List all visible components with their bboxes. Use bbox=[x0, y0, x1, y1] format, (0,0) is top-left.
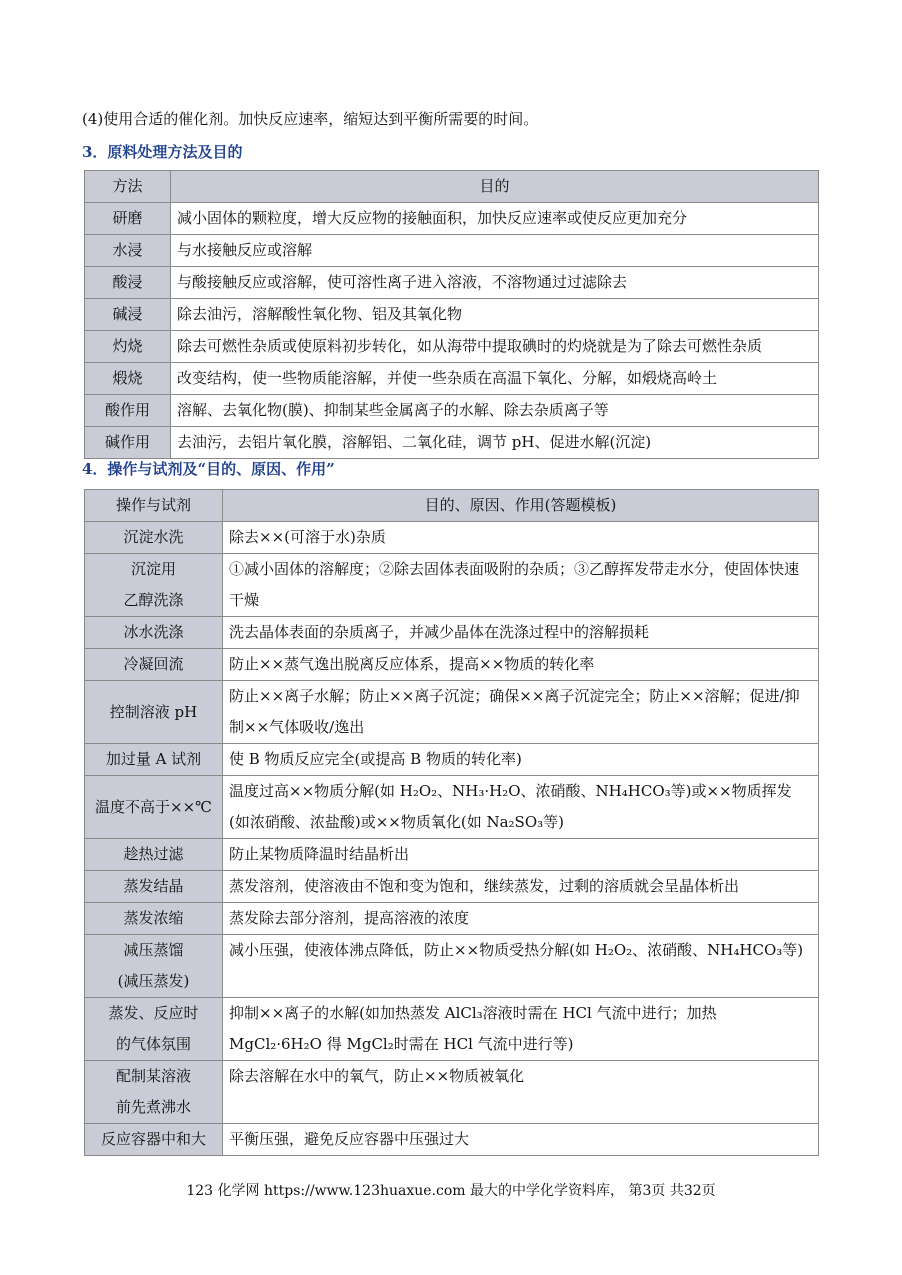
operation-cell bbox=[85, 1061, 223, 1124]
operation-cell bbox=[85, 744, 223, 776]
operation-cell bbox=[85, 871, 223, 903]
intro-line: (4)使用合适的催化剂。加快反应速率，缩短达到平衡所需要的时间。 bbox=[82, 110, 539, 128]
operation-label-line: 前先煮沸水 bbox=[115, 1098, 191, 1116]
method-cell: 煅烧 bbox=[85, 363, 171, 395]
reason-cell: 使 B 物质反应完全(或提高 B 物质的转化率) bbox=[223, 744, 819, 776]
operation-cell bbox=[85, 617, 223, 649]
operation-label-line: 蒸发、反应时 bbox=[108, 1004, 199, 1022]
reason-cell: 减小压强，使液体沸点降低，防止××物质受热分解(如 H₂O₂、浓硝酸、NH₄HCO₃等) bbox=[223, 935, 819, 998]
page-footer: 123 化学网 https://www.123huaxue.com 最大的中学化学资料库， 第3页 共32页 bbox=[186, 1183, 716, 1199]
table-row bbox=[85, 776, 819, 839]
reason-cell: 洗去晶体表面的杂质离子，并减少晶体在洗涤过程中的溶解损耗 bbox=[223, 617, 819, 649]
operation-label-line: 加过量 A 试剂 bbox=[105, 750, 202, 768]
header-method: 方法 bbox=[85, 171, 171, 203]
operation-label-line: 乙醇洗涤 bbox=[123, 591, 184, 609]
operation-label-line: 控制溶液 pH bbox=[109, 702, 198, 721]
reason-cell: 蒸发除去部分溶剂，提高溶液的浓度 bbox=[223, 903, 819, 935]
reason-cell: ①减小固体的溶解度；②除去固体表面吸附的杂质；③乙醇挥发带走水分，使固体快速干燥 bbox=[223, 554, 819, 617]
table-row bbox=[85, 1124, 819, 1156]
table-row bbox=[85, 871, 819, 903]
section4-title: 4．操作与试剂及“目的、原因、作用” bbox=[82, 460, 335, 478]
operation-label-line: 配制某溶液 bbox=[115, 1067, 191, 1085]
table-header-row bbox=[85, 490, 819, 522]
table-header-row bbox=[85, 171, 819, 203]
table-row bbox=[85, 267, 819, 299]
method-cell: 水浸 bbox=[85, 235, 171, 267]
operation-reagent-table bbox=[84, 489, 819, 1156]
material-treatment-table bbox=[84, 170, 819, 459]
reason-cell: 除去××(可溶于水)杂质 bbox=[223, 522, 819, 554]
table-row bbox=[85, 203, 819, 235]
reason-cell: 蒸发溶剂，使溶液由不饱和变为饱和，继续蒸发，过剩的溶质就会呈晶体析出 bbox=[223, 871, 819, 903]
table-row bbox=[85, 363, 819, 395]
table-row bbox=[85, 839, 819, 871]
reason-cell: 平衡压强，避免反应容器中压强过大 bbox=[223, 1124, 819, 1156]
table-row bbox=[85, 681, 819, 744]
operation-cell bbox=[85, 681, 223, 744]
header-reason: 目的、原因、作用(答题模板) bbox=[223, 490, 819, 522]
operation-label-line: 沉淀用 bbox=[130, 560, 176, 578]
purpose-cell: 改变结构，使一些物质能溶解，并使一些杂质在高温下氧化、分解，如煅烧高岭土 bbox=[171, 363, 819, 395]
table-row bbox=[85, 935, 819, 998]
reason-cell: 防止××蒸气逸出脱离反应体系，提高××物质的转化率 bbox=[223, 649, 819, 681]
reason-cell: 防止××离子水解；防止××离子沉淀；确保××离子沉淀完全；防止××溶解；促进/抑制××气体吸收/逸出 bbox=[223, 681, 819, 744]
operation-cell bbox=[85, 649, 223, 681]
operation-label-line: (减压蒸发) bbox=[117, 972, 190, 990]
table-row bbox=[85, 331, 819, 363]
operation-label-line: 冰水洗涤 bbox=[123, 623, 184, 641]
operation-label-line: 趁热过滤 bbox=[123, 845, 184, 863]
reason-cell: 温度过高××物质分解(如 H₂O₂、NH₃·H₂O、浓硝酸、NH₄HCO₃等)或××物质挥发(如浓硝酸、浓盐酸)或××物质氧化(如 Na₂SO₃等) bbox=[223, 776, 819, 839]
operation-cell bbox=[85, 839, 223, 871]
table-row bbox=[85, 1061, 819, 1124]
reason-cell: 抑制××离子的水解(如加热蒸发 AlCl₃溶液时需在 HCl 气流中进行；加热 MgCl₂·6H₂O 得 MgCl₂时需在 HCl 气流中进行等) bbox=[223, 998, 819, 1061]
operation-label-line: 沉淀水洗 bbox=[123, 528, 184, 546]
section3-title: 3．原料处理方法及目的 bbox=[82, 143, 243, 161]
method-cell: 酸浸 bbox=[85, 267, 171, 299]
method-cell: 碱作用 bbox=[85, 427, 171, 459]
header-purpose: 目的 bbox=[171, 171, 819, 203]
operation-cell bbox=[85, 903, 223, 935]
table-row bbox=[85, 554, 819, 617]
method-cell: 酸作用 bbox=[85, 395, 171, 427]
operation-label-line: 蒸发结晶 bbox=[123, 877, 184, 895]
purpose-cell: 减小固体的颗粒度，增大反应物的接触面积，加快反应速率或使反应更加充分 bbox=[171, 203, 819, 235]
table-row bbox=[85, 617, 819, 649]
table-row bbox=[85, 522, 819, 554]
header-operation: 操作与试剂 bbox=[85, 490, 223, 522]
purpose-cell: 溶解、去氧化物(膜)、抑制某些金属离子的水解、除去杂质离子等 bbox=[171, 395, 819, 427]
operation-cell bbox=[85, 1124, 223, 1156]
table-row bbox=[85, 649, 819, 681]
operation-label-line: 温度不高于××℃ bbox=[95, 797, 212, 816]
reason-cell: 除去溶解在水中的氧气，防止××物质被氧化 bbox=[223, 1061, 819, 1124]
method-cell: 灼烧 bbox=[85, 331, 171, 363]
operation-label-line: 减压蒸馏 bbox=[123, 941, 184, 959]
purpose-cell: 去油污，去铝片氧化膜，溶解铝、二氧化硅，调节 pH、促进水解(沉淀) bbox=[171, 427, 819, 459]
purpose-cell: 与水接触反应或溶解 bbox=[171, 235, 819, 267]
method-cell: 研磨 bbox=[85, 203, 171, 235]
purpose-cell: 除去可燃性杂质或使原料初步转化，如从海带中提取碘时的灼烧就是为了除去可燃性杂质 bbox=[171, 331, 819, 363]
table-row bbox=[85, 395, 819, 427]
table-row bbox=[85, 744, 819, 776]
method-cell: 碱浸 bbox=[85, 299, 171, 331]
operation-cell bbox=[85, 776, 223, 839]
purpose-cell: 与酸接触反应或溶解，使可溶性离子进入溶液，不溶物通过过滤除去 bbox=[171, 267, 819, 299]
operation-cell bbox=[85, 935, 223, 998]
table-row bbox=[85, 427, 819, 459]
operation-cell bbox=[85, 554, 223, 617]
operation-cell bbox=[85, 522, 223, 554]
table-row bbox=[85, 998, 819, 1061]
operation-label-line: 反应容器中和大 bbox=[100, 1130, 206, 1148]
table-row bbox=[85, 299, 819, 331]
operation-label-line: 冷凝回流 bbox=[123, 655, 184, 673]
table-row bbox=[85, 235, 819, 267]
reason-cell: 防止某物质降温时结晶析出 bbox=[223, 839, 819, 871]
operation-label-line: 蒸发浓缩 bbox=[123, 909, 184, 927]
operation-label-line: 的气体氛围 bbox=[115, 1035, 191, 1053]
table-row bbox=[85, 903, 819, 935]
operation-cell bbox=[85, 998, 223, 1061]
purpose-cell: 除去油污，溶解酸性氧化物、铝及其氧化物 bbox=[171, 299, 819, 331]
